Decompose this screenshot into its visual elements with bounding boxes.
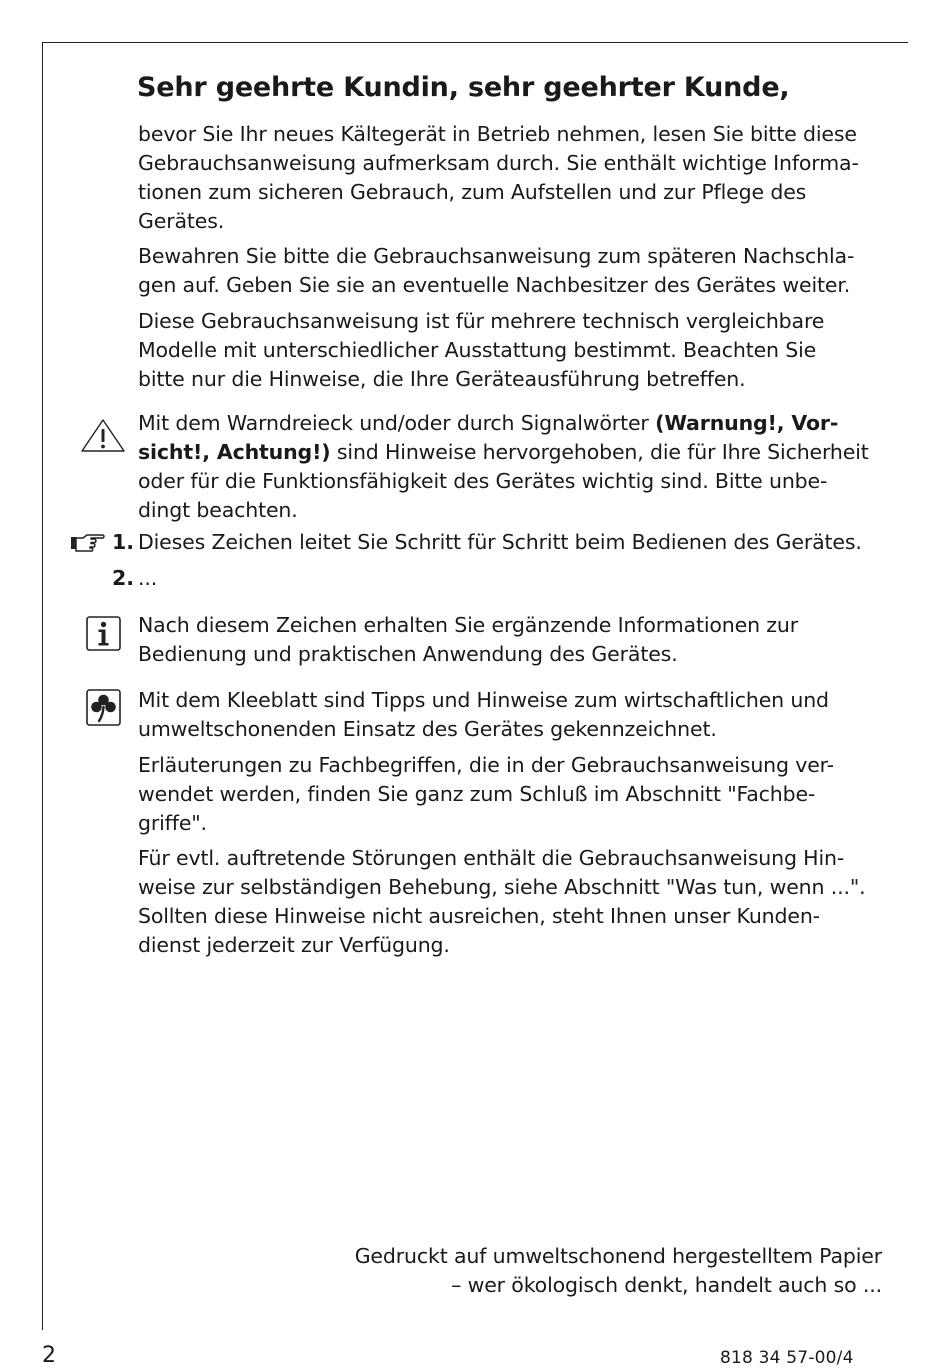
- signal-words: (Warnung!, Vor-: [655, 411, 839, 435]
- cloverleaf-icon: [86, 689, 121, 726]
- page-title: Sehr geehrte Kundin, sehr geehrter Kunde,: [137, 72, 790, 103]
- text-line: bitte nur die Hinweise, die Ihre Geräteausführung betreffen.: [138, 367, 746, 391]
- text-run: sind Hinweise hervorgehoben, die für Ihre Sicherheit: [330, 440, 869, 464]
- info-paragraph: [138, 611, 898, 669]
- text-line: Gerätes.: [138, 209, 225, 233]
- intro-paragraph: [138, 120, 898, 236]
- warning-paragraph: [138, 409, 898, 525]
- text-line: bevor Sie Ihr neues Kältegerät in Betrieb nehmen, lesen Sie bitte diese: [138, 122, 857, 146]
- terms-paragraph: [138, 751, 898, 838]
- text-line: Sollten diese Hinweise nicht ausreichen, steht Ihnen unser Kunden-: [138, 904, 820, 928]
- text-line: weise zur selbständigen Behebung, siehe Abschnitt "Was tun, wenn ...".: [138, 875, 866, 899]
- text-line: umweltschonenden Einsatz des Gerätes gekennzeichnet.: [138, 717, 717, 741]
- text-line: Für evtl. auftretende Störungen enthält die Gebrauchsanweisung Hin-: [138, 846, 845, 870]
- text-line: [138, 409, 898, 438]
- text-line: – wer ökologisch denkt, handelt auch so ...: [451, 1273, 882, 1297]
- text-line: Diese Gebrauchsanweisung ist für mehrere technisch vergleichbare: [138, 309, 825, 333]
- text-line: wendet werden, finden Sie ganz zum Schluß im Abschnitt "Fachbe-: [138, 782, 816, 806]
- text-line: Modelle mit unterschiedlicher Ausstattung bestimmt. Beachten Sie: [138, 338, 817, 362]
- eco-paragraph: [138, 686, 898, 744]
- step-1-text: [138, 528, 898, 557]
- text-line: Bedienung und praktischen Anwendung des Gerätes.: [138, 642, 678, 666]
- text-run: Mit dem Warndreieck und/oder durch Signalwörter: [138, 411, 656, 435]
- step-number: 2.: [112, 566, 135, 590]
- signal-words: sicht!, Achtung!): [138, 440, 331, 464]
- faults-paragraph: [138, 844, 898, 960]
- step-2-text: [138, 564, 898, 593]
- page-number: 2: [42, 1343, 56, 1368]
- text-line: gen auf. Geben Sie sie an eventuelle Nachbesitzer des Gerätes weiter.: [138, 273, 851, 297]
- text-line: Mit dem Kleeblatt sind Tipps und Hinweise zum wirtschaftlichen und: [138, 688, 829, 712]
- recycled-paper-note: [355, 1242, 882, 1300]
- text-line: Gebrauchsanweisung aufmerksam durch. Sie enthält wichtige Informa-: [138, 151, 859, 175]
- document-code: 818 34 57-00/4: [720, 1348, 854, 1368]
- text-line: dingt beachten.: [138, 498, 298, 522]
- text-line: Bewahren Sie bitte die Gebrauchsanweisung zum späteren Nachschla-: [138, 244, 855, 268]
- pointing-hand-icon: [70, 533, 106, 553]
- text-line: [138, 438, 898, 467]
- text-line: ...: [138, 566, 158, 590]
- text-line: Erläuterungen zu Fachbegriffen, die in der Gebrauchsanweisung ver-: [138, 753, 834, 777]
- text-line: Gedruckt auf umweltschonend hergestelltem Papier: [354, 1244, 882, 1268]
- step-number: 1.: [112, 530, 135, 554]
- keep-paragraph: [138, 242, 898, 300]
- text-line: Dieses Zeichen leitet Sie Schritt für Schritt beim Bedienen des Gerätes.: [138, 530, 862, 554]
- warning-triangle-icon: [80, 418, 126, 454]
- left-rule: [42, 42, 43, 1330]
- text-line: griffe".: [138, 811, 207, 835]
- text-line: dienst jederzeit zur Verfügung.: [138, 933, 450, 957]
- text-line: Nach diesem Zeichen erhalten Sie ergänzende Informationen zur: [138, 613, 799, 637]
- info-icon: [86, 616, 121, 651]
- models-paragraph: [138, 307, 898, 394]
- text-line: tionen zum sicheren Gebrauch, zum Aufstellen und zur Pflege des: [138, 180, 807, 204]
- top-rule: [42, 42, 908, 43]
- text-line: oder für die Funktionsfähigkeit des Gerätes wichtig sind. Bitte unbe-: [138, 469, 828, 493]
